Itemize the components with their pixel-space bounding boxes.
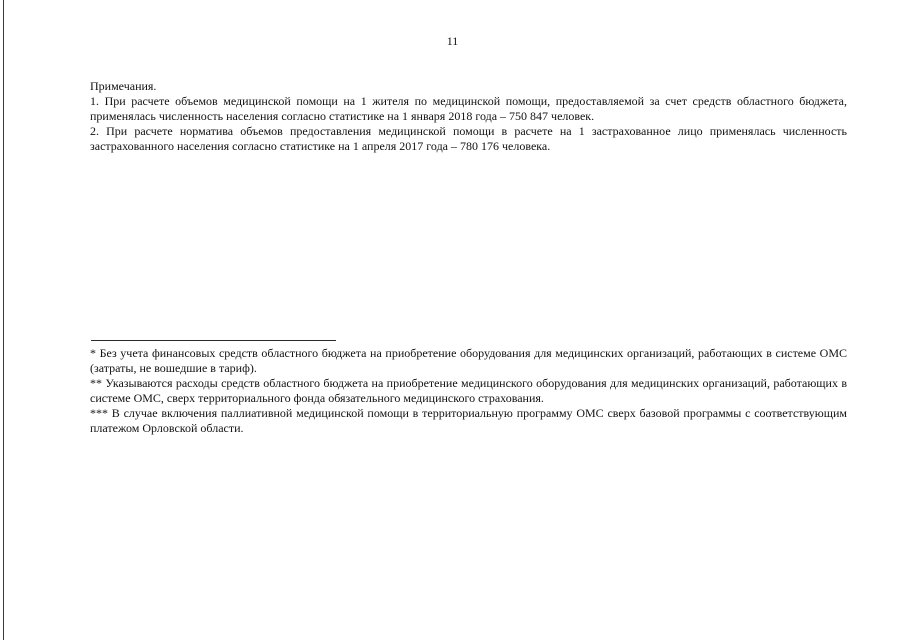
note-item-1 <box>90 94 847 124</box>
note-item-2-text: 2. При расчете норматива объемов предоставления медицинской помощи в расчете на 1 застрахованное лицо применялась численность застрахованного населения согласно статистике на 1 апреля 2017 года – 780 176 человека. <box>90 124 847 153</box>
note-item-2 <box>90 124 847 154</box>
footnote-2: ** Указываются расходы средств областного бюджета на приобретение медицинского оборудования для медицинских организаций, работающих в системе ОМС, сверх территориального фонда обязательного медицинского страхования. <box>90 376 847 405</box>
footnote-1: * Без учета финансовых средств областного бюджета на приобретение оборудования для медицинских организаций, работающих в системе ОМС (затраты, не вошедшие в тариф). <box>90 346 847 375</box>
page-number: 11 <box>446 34 459 48</box>
page-left-edge-line <box>3 0 4 640</box>
notes-heading: Примечания. <box>90 79 157 93</box>
footnotes-section <box>90 346 847 436</box>
footnote-3: *** В случае включения паллиативной медицинской помощи в территориальную программу ОМС сверх базовой программы с соответствующим платежом Орловской области. <box>90 406 847 435</box>
footnote-separator <box>91 340 336 341</box>
notes-section <box>90 79 847 154</box>
note-item-1-text: 1. При расчете объемов медицинской помощи на 1 жителя по медицинской помощи, предоставляемой за счет средств областного бюджета, применялась численность населения согласно статистике на 1 января 2018 года – 750 847 человек. <box>90 94 847 123</box>
